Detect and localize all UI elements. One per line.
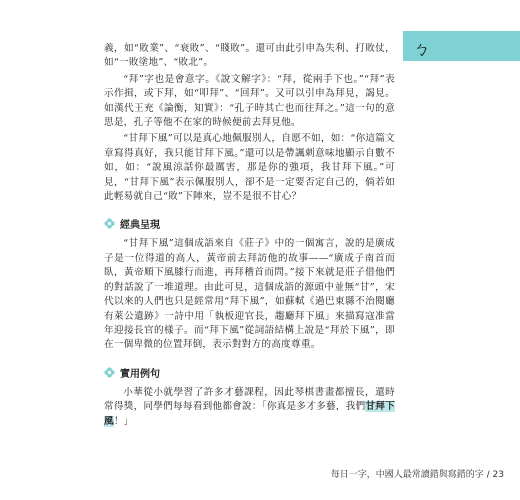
classic-section-text: “甘拜下風”這個成語來自《莊子》中的一個寓言，說的是廣成子是一位得道的高人，黃帝前去拜訪他的故事——“廣成子南首而臥，黃帝順下風膝行而進，再拜稽首而問。”接下來就是莊子借他們的對話說了一堆道理。由此可見，這個成語的源頭中並無“甘”，宋代以來的人們也只是經常用“拜下風”，如蘇軾《過巴東縣不治閱廳有萊公遺跡》一詩中用「執板迎官長，趨廳拜下風」來描寫寇准當年迎接長官的樣子。而“拜下風”從詞語結構上說是“拜於下風”，即在一個卑微的位置拜倒，表示對對方的高度尊重。 xyxy=(104,238,395,351)
page-footer: 每日一字，中國人最常讀錯與寫錯的字 / 23 xyxy=(330,470,504,480)
example-highlight: 甘拜下風 xyxy=(104,401,396,427)
example-section-header xyxy=(104,365,395,380)
page-body xyxy=(104,42,395,431)
flower-icon xyxy=(104,367,115,378)
chapter-tab xyxy=(403,31,520,61)
classic-section-header xyxy=(104,216,395,231)
chapter-tab-letter: ㄅ xyxy=(413,40,430,60)
flower-icon xyxy=(104,218,115,229)
paragraph-3: “甘拜下風”可以是真心地佩服別人，自愿不如，如：“你這篇文章寫得真好，我只能甘拜下風。”還可以是帶諷刺意味地顯示自數不如，如：“說風涼話你最厲害，那是你的強項，我甘拜下風。”可見，“甘拜下風”表示佩服別人，卻不是一定要否定自己的，倘若如此輕易就自己“敗”下陣來，豈不是很不甘心？ xyxy=(104,133,395,203)
paragraph-2: “拜”字也是會意字。《說文解字》：“拜，從兩手下也。”“拜”表示作揖，或下拜，如“叩拜”、“回拜”。又可以引申為拜見，謁見。如漢代王充《論衡，知實》：“孔子時其亡也而往拜之。”這一句的意思是，孔子等他不在家的時候便前去拜見他。 xyxy=(104,73,395,129)
example-text-after: ！」 xyxy=(113,415,134,427)
paragraph-1: 義，如“敗業”、“衰敗”、“賤敗”。還可由此引申為失利、打敗仗，如“一敗塗地”、“敗北”。 xyxy=(104,43,395,69)
example-section-title: 實用例句 xyxy=(120,368,160,380)
example-sentence xyxy=(104,386,395,429)
example-text-before: 小華從小就學習了許多才藝課程，因此琴棋書畫都擅長，還時常得獎，同學們每每看到他都會說：「你真是多才多藝，我們 xyxy=(104,386,395,413)
classic-section-title: 經典呈現 xyxy=(120,220,160,232)
